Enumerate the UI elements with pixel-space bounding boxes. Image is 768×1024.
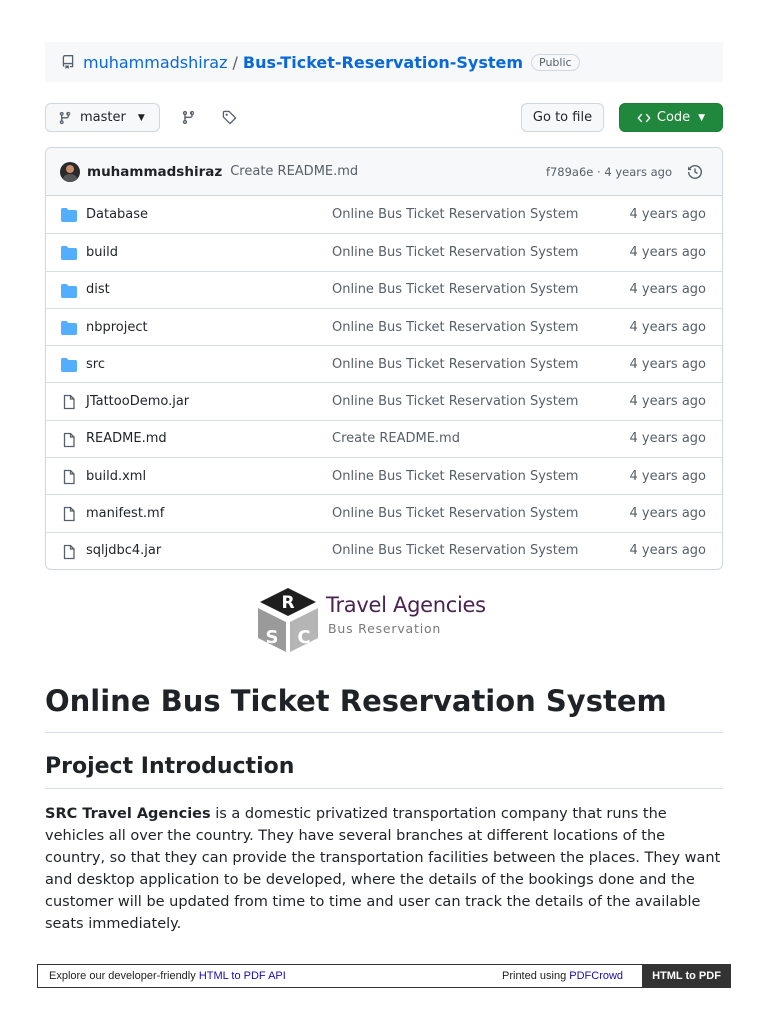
file-row[interactable] bbox=[46, 271, 722, 308]
readme-title: Online Bus Ticket Reservation System bbox=[45, 684, 667, 718]
file-age: 4 years ago bbox=[629, 282, 706, 298]
file-icon bbox=[61, 432, 77, 448]
file-name-link[interactable]: build bbox=[86, 244, 118, 260]
intro-paragraph bbox=[45, 803, 727, 935]
folder-icon bbox=[61, 283, 77, 299]
file-commit-message-link[interactable]: Online Bus Ticket Reservation System bbox=[332, 244, 579, 260]
file-age: 4 years ago bbox=[629, 543, 706, 559]
repo-owner-link[interactable]: muhammadshiraz bbox=[83, 52, 228, 72]
chevron-down-icon: ▼ bbox=[698, 112, 706, 123]
file-name-link[interactable]: manifest.mf bbox=[86, 506, 165, 522]
file-row[interactable] bbox=[46, 196, 722, 233]
repo-name-link[interactable]: Bus-Ticket-Reservation-System bbox=[242, 52, 524, 72]
commit-meta[interactable]: f789a6e · 4 years ago bbox=[545, 164, 672, 179]
file-age: 4 years ago bbox=[629, 207, 706, 223]
pdfcrowd-footer bbox=[37, 964, 731, 988]
file-commit-message-link[interactable]: Online Bus Ticket Reservation System bbox=[332, 506, 579, 522]
pdfcrowd-link[interactable]: PDFCrowd bbox=[569, 970, 624, 982]
file-name-link[interactable]: sqljdbc4.jar bbox=[86, 543, 162, 559]
file-icon bbox=[61, 394, 77, 410]
branch-label: master bbox=[80, 110, 126, 125]
branch-icon bbox=[58, 111, 72, 125]
file-name-link[interactable]: src bbox=[86, 356, 105, 372]
chevron-down-icon: ▼ bbox=[137, 112, 145, 123]
file-age: 4 years ago bbox=[629, 506, 706, 522]
file-icon bbox=[61, 469, 77, 485]
folder-icon bbox=[61, 320, 77, 336]
file-commit-message-link[interactable]: Online Bus Ticket Reservation System bbox=[332, 356, 579, 372]
tag-icon[interactable] bbox=[222, 110, 237, 125]
html-to-pdf-button[interactable]: HTML to PDF bbox=[642, 964, 731, 988]
commit-author[interactable]: muhammadshiraz bbox=[87, 163, 223, 180]
footer-left bbox=[49, 970, 286, 982]
logo-subtitle: Bus Reservation bbox=[328, 621, 442, 636]
file-icon bbox=[61, 506, 77, 522]
file-commit-message-link[interactable]: Online Bus Ticket Reservation System bbox=[332, 394, 579, 410]
file-name-link[interactable]: dist bbox=[86, 282, 110, 298]
file-icon bbox=[61, 544, 77, 560]
folder-icon bbox=[61, 357, 77, 373]
file-row[interactable] bbox=[46, 494, 722, 531]
file-name-link[interactable]: Database bbox=[86, 207, 149, 223]
file-row[interactable] bbox=[46, 308, 722, 345]
file-row[interactable] bbox=[46, 382, 722, 419]
go-to-file-button[interactable]: Go to file bbox=[521, 103, 604, 132]
latest-commit-bar bbox=[46, 148, 722, 196]
visibility-badge: Public bbox=[531, 54, 580, 71]
file-age: 4 years ago bbox=[629, 356, 706, 372]
intro-bold: SRC Travel Agencies bbox=[45, 806, 211, 822]
history-icon[interactable] bbox=[687, 164, 703, 180]
file-commit-message-link[interactable]: Create README.md bbox=[332, 431, 460, 447]
footer-mid-text: Printed using bbox=[502, 970, 570, 982]
branches-icon[interactable] bbox=[181, 110, 196, 125]
divider bbox=[45, 732, 723, 733]
file-commit-message-link[interactable]: Online Bus Ticket Reservation System bbox=[332, 543, 579, 559]
file-row[interactable] bbox=[46, 420, 722, 457]
file-commit-message-link[interactable]: Online Bus Ticket Reservation System bbox=[332, 207, 579, 223]
intro-text: is a domestic privatized transportation company that runs the vehicles all over the country. They have several branches at different locations of the country, so that they can provide the transportation facilities between the places. They want and desktop application to be developed, where the details of the bookings done and the customer will be updated from time to time and user can track the details of the available seats immediately. bbox=[45, 806, 721, 932]
file-commit-message-link[interactable]: Online Bus Ticket Reservation System bbox=[332, 282, 579, 298]
src-cube-logo-icon bbox=[256, 586, 324, 654]
file-age: 4 years ago bbox=[629, 244, 706, 260]
file-list bbox=[46, 196, 722, 569]
code-button-label: Code bbox=[656, 110, 691, 125]
folder-icon bbox=[61, 207, 77, 223]
repo-header bbox=[45, 42, 723, 82]
repo-separator: / bbox=[232, 52, 238, 72]
file-row[interactable] bbox=[46, 233, 722, 270]
commit-message[interactable]: Create README.md bbox=[230, 164, 359, 179]
file-age: 4 years ago bbox=[629, 319, 706, 335]
file-commit-message-link[interactable]: Online Bus Ticket Reservation System bbox=[332, 319, 579, 335]
file-name-link[interactable]: JTattooDemo.jar bbox=[86, 394, 190, 410]
file-row[interactable] bbox=[46, 457, 722, 494]
section-heading: Project Introduction bbox=[45, 754, 295, 779]
repo-icon bbox=[61, 54, 75, 70]
branch-select-button[interactable] bbox=[45, 103, 160, 132]
file-age: 4 years ago bbox=[629, 431, 706, 447]
logo-title: Travel Agencies bbox=[326, 593, 486, 617]
avatar[interactable] bbox=[60, 162, 80, 182]
footer-left-text: Explore our developer-friendly bbox=[49, 970, 199, 982]
divider bbox=[45, 788, 723, 789]
file-name-link[interactable]: README.md bbox=[86, 431, 167, 447]
footer-mid bbox=[502, 970, 623, 982]
logo-letter-s: S bbox=[265, 627, 279, 648]
file-row[interactable] bbox=[46, 532, 722, 569]
travel-agencies-logo bbox=[256, 586, 516, 654]
file-table bbox=[45, 147, 723, 570]
file-commit-message-link[interactable]: Online Bus Ticket Reservation System bbox=[332, 468, 579, 484]
code-button[interactable] bbox=[619, 103, 723, 132]
file-name-link[interactable]: build.xml bbox=[86, 468, 147, 484]
file-name-link[interactable]: nbproject bbox=[86, 319, 148, 335]
folder-icon bbox=[61, 245, 77, 261]
file-age: 4 years ago bbox=[629, 468, 706, 484]
repo-toolbar bbox=[45, 103, 723, 133]
file-age: 4 years ago bbox=[629, 394, 706, 410]
html-to-pdf-api-link[interactable]: HTML to PDF API bbox=[198, 970, 286, 982]
file-row[interactable] bbox=[46, 345, 722, 382]
logo-letter-c: C bbox=[297, 627, 311, 648]
logo-letter-r: R bbox=[281, 593, 295, 613]
code-icon bbox=[637, 111, 651, 125]
